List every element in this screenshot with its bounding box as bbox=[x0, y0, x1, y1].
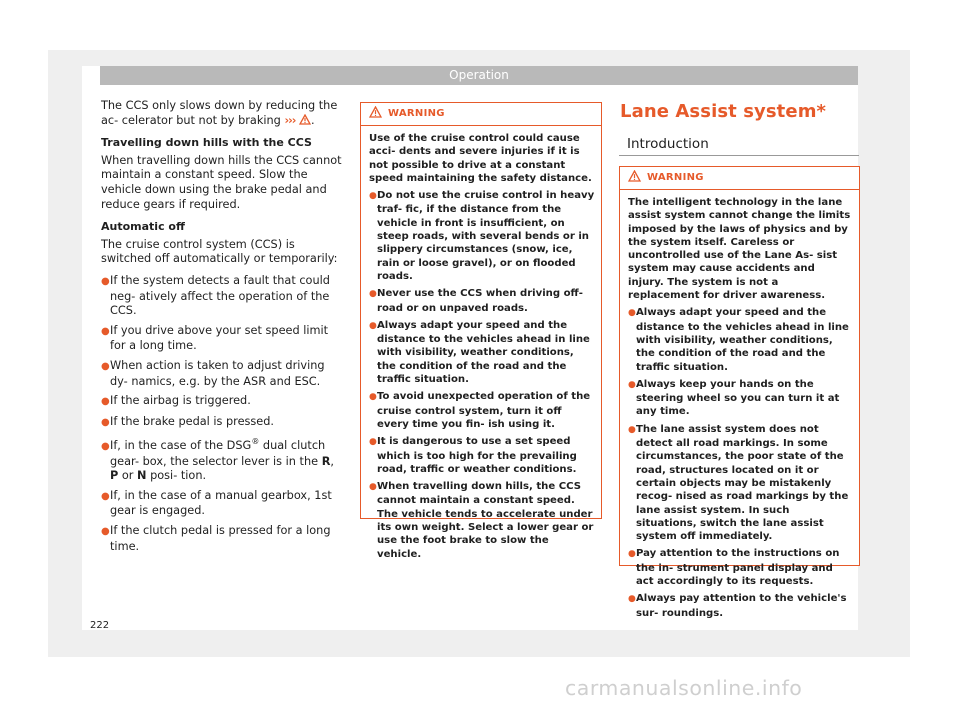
warning-label: WARNING bbox=[647, 172, 704, 183]
list-item: ●If you drive above your set speed limit for a long time. bbox=[101, 323, 329, 353]
bullet-icon: ● bbox=[369, 392, 377, 403]
bullet-icon: ● bbox=[369, 191, 377, 202]
list-item: ●When action is taken to adjust driving dy- namics, e.g. by the ASR and ESC. bbox=[101, 358, 325, 388]
downhill-paragraph: When travelling down hills the CCS cannot maintain a constant speed. Slow the vehicle down using the brake pedal and reduce gears if required. bbox=[101, 153, 342, 211]
bullet-icon: ● bbox=[628, 424, 636, 435]
list-item: ●If the brake pedal is pressed. bbox=[101, 415, 343, 431]
bullet-icon: ● bbox=[101, 490, 110, 502]
list-item: ●Always adapt your speed and the distance to the vehicles ahead in line with visibility, weather conditions, the condition of the road and the traffic situation. bbox=[628, 307, 849, 373]
cross-reference-arrows[interactable]: ››› bbox=[284, 113, 296, 127]
warning-box-ccs bbox=[360, 102, 602, 560]
warning-triangle-icon bbox=[628, 170, 641, 182]
bullet-icon: ● bbox=[101, 526, 110, 538]
list-item: ●If the airbag is triggered. bbox=[101, 394, 343, 410]
list-item: ●It is dangerous to use a set speed which is too high for the prevailing road, traffic or weather conditions. bbox=[369, 436, 577, 475]
warning-body bbox=[620, 196, 859, 620]
bullet-icon: ● bbox=[628, 308, 636, 319]
list-item: ●If, in the case of a manual gearbox, 1st gear is engaged. bbox=[101, 488, 332, 518]
warning-triangle-icon bbox=[299, 114, 311, 125]
section-header bbox=[100, 66, 858, 85]
downhill-heading: Travelling down hills with the CCS bbox=[101, 136, 312, 150]
warning-header bbox=[361, 105, 601, 122]
bullet-icon: ● bbox=[101, 416, 110, 428]
warning-box-lane-assist bbox=[619, 166, 860, 619]
bullet-icon: ● bbox=[101, 275, 110, 287]
list-item: ●If, in the case of the DSG® dual clutch gear- box, the selector lever is in the R, P or N posi- tion. bbox=[101, 437, 334, 483]
watermark-text: carmanualsonline.info bbox=[565, 676, 803, 700]
bullet-icon: ● bbox=[101, 441, 110, 453]
list-item: ●Always pay attention to the vehicle's sur- roundings. bbox=[628, 593, 847, 619]
list-item: ●Pay attention to the instructions on the in- strument panel display and act accordingly to its requests. bbox=[628, 548, 840, 588]
list-item: ●If the clutch pedal is pressed for a long time. bbox=[101, 524, 331, 553]
bullet-icon: ● bbox=[369, 289, 377, 300]
list-item: ●To avoid unexpected operation of the cruise control system, turn it off every time you fin- ish using it. bbox=[369, 391, 591, 430]
warning-triangle-icon bbox=[369, 106, 382, 118]
warning-body bbox=[361, 132, 601, 561]
list-item: ●Never use the CCS when driving off-road or on unpaved roads. bbox=[369, 288, 583, 314]
warning-label: WARNING bbox=[388, 108, 445, 119]
bullet-icon: ● bbox=[101, 360, 110, 372]
bullet-icon: ● bbox=[628, 594, 636, 605]
section-header-title: Operation bbox=[449, 68, 509, 82]
autooff-paragraph: The cruise control system (CCS) is switched off automatically or temporarily: bbox=[101, 237, 338, 266]
warning-intro: Use of the cruise control could cause acci- dents and severe injuries if it is not possible to drive at a constant speed maintaining the safety distance. bbox=[369, 133, 592, 184]
list-item: ●Always keep your hands on the steering wheel so you can turn it at any time. bbox=[628, 378, 840, 418]
bullet-icon: ● bbox=[628, 549, 636, 560]
bullet-icon: ● bbox=[628, 379, 636, 390]
list-item: ●Do not use the cruise control in heavy traf- fic, if the distance from the vehicle in front is insufficient, on steep roads, with several bends or in slippery circumstances (snow, ice, rain or loose gravel), or on flooded roads. bbox=[369, 190, 595, 282]
intro-paragraph: The CCS only slows down by reducing the ac- celerator but not by braking ››› . bbox=[101, 99, 338, 127]
list-item: ●If the system detects a fault that could neg- atively affect the operation of the CCS. bbox=[101, 273, 330, 318]
warning-intro: The intelligent technology in the lane assist system cannot change the limits imposed by the laws of physics and by the system itself. Careless or uncontrolled use of the Lane As- sist system may cause accidents and injury. The system is not a replacement for driver awareness. bbox=[628, 197, 851, 302]
section-title: Introduction bbox=[627, 136, 709, 152]
autooff-heading: Automatic off bbox=[101, 220, 185, 234]
list-item: ●When travelling down hills, the CCS cannot maintain a constant speed. The vehicle tends to accelerate under its own weight. Select a lower gear or use the foot brake to slow the vehicle. bbox=[369, 481, 594, 560]
bullet-icon: ● bbox=[101, 325, 110, 337]
bullet-icon: ● bbox=[369, 482, 377, 493]
bullet-icon: ● bbox=[101, 396, 110, 408]
bullet-icon: ● bbox=[369, 437, 377, 448]
bullet-icon: ● bbox=[369, 320, 377, 331]
chapter-title: Lane Assist system* bbox=[620, 101, 827, 122]
warning-divider bbox=[620, 189, 859, 190]
section-divider bbox=[619, 155, 859, 156]
page-number: 222 bbox=[90, 620, 110, 631]
left-column bbox=[101, 99, 343, 554]
warning-header bbox=[620, 169, 859, 186]
warning-divider bbox=[361, 125, 601, 126]
list-item: ●The lane assist system does not detect all road markings. In some circumstances, the poor state of the road, structures located on it or certain objects may be mistakenly recog- nised as road markings by the lane assist system. In such situations, switch the lane assist system off immediately. bbox=[628, 423, 849, 543]
list-item: ●Always adapt your speed and the distance to the vehicles ahead in line with visibility, weather conditions, the condition of the road and the traffic situation. bbox=[369, 319, 590, 386]
